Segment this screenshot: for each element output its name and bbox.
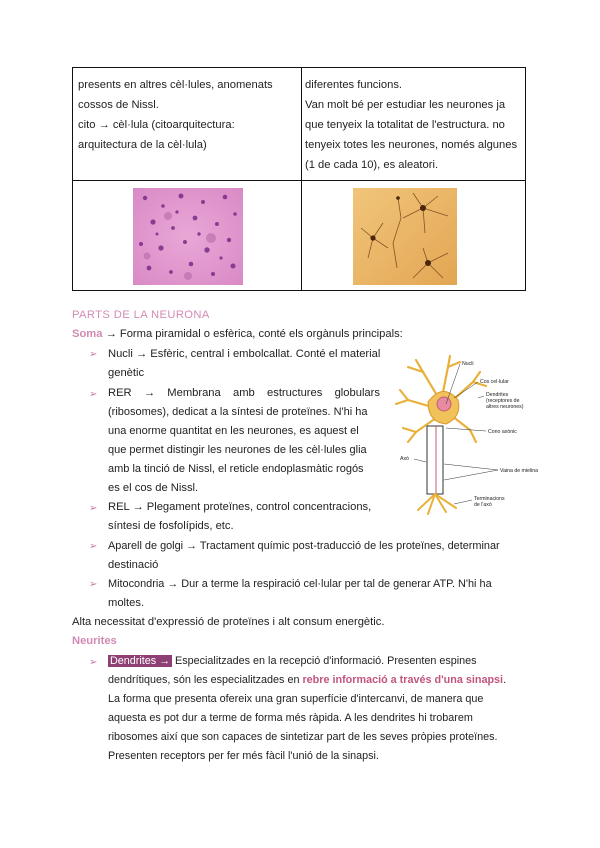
table-left-line: cossos de Nissl.	[78, 99, 159, 111]
table-left-line: presents en altres cèl·lules, anomenats	[78, 79, 273, 91]
diagram-label: Vaina de mielina	[500, 468, 538, 474]
soma-line	[72, 328, 403, 340]
dendrites-emphasis: rebre informació a través d'una sinapsi	[302, 674, 504, 686]
nissl-stain-micrograph	[133, 188, 243, 285]
table-cell-left-text	[78, 75, 296, 155]
bullet-rer-line: que permet distingir les neurones de les cèl·lules glia	[108, 444, 367, 456]
bullet-nucli-line: genètic	[108, 367, 145, 379]
bullet-arrow-icon: ➢	[89, 579, 98, 590]
table-right-line: diferentes funcions.	[305, 79, 403, 91]
dendrites-line1-text: Especialitzades en la recepció d'informació. Presenten espines	[172, 655, 477, 667]
section-title: PARTS DE LA NEURONA	[72, 309, 210, 321]
bullet-nucli-line: Nucli → Esfèric, central i embolcallat. Conté el material	[108, 348, 381, 360]
bullet-arrow-icon: ➢	[89, 503, 98, 514]
table-right-line: tenyeix totes les neurones, només algunes	[305, 139, 518, 151]
dendrites-line: ribosomes així que son capaces de sintetizar part de les seves pròpies proteïnes.	[108, 731, 498, 743]
dendrites-line2-a: dendrítiques, són les especialitzades en	[108, 674, 303, 686]
golgi-stain-micrograph	[353, 188, 457, 285]
bullet-rer-line: es el cos de Nissl.	[108, 482, 199, 494]
bullet-nucli	[108, 348, 380, 360]
rer-word: RER	[108, 387, 132, 399]
bullet-mito-line: moltes.	[108, 597, 145, 609]
diagram-label: Axó	[400, 456, 409, 462]
bullet-arrow-icon: ➢	[89, 657, 98, 668]
bullet-rer	[108, 387, 380, 399]
dendrites-line2-c: .	[503, 674, 507, 686]
dendrites-line: La forma que presenta ofereix una gran superfície d'intercanvi, de manera que	[108, 693, 484, 705]
rer-word: globulars	[334, 387, 380, 399]
bullet-rel-line: REL → Plegament proteïnes, control concentracions,	[108, 501, 372, 513]
diagram-label: Terminacions	[474, 496, 505, 502]
alta-text: Alta necessitat d'expressió de proteïnes i alt consum energètic.	[72, 616, 385, 628]
diagram-label: Nucli	[462, 361, 474, 367]
bullet-rer-line: una enorme quantitat en les neurones, es aquest el	[108, 425, 359, 437]
table-divider-horizontal	[73, 180, 525, 181]
neuron-diagram	[388, 352, 538, 520]
dendrites-line-2	[108, 674, 506, 686]
bullet-arrow-icon: ➢	[89, 349, 98, 360]
table-right-line: Van molt bé per estudiar les neurones ja	[305, 99, 506, 111]
diagram-label: (receptores de	[486, 398, 520, 404]
rer-word: amb	[233, 387, 255, 399]
bullet-rel-line: síntesi de fosfolípids, etc.	[108, 520, 234, 532]
rer-word: Membrana	[167, 387, 221, 399]
diagram-label: Dendrites	[486, 392, 509, 398]
table-right-line: que tenyeix la totalitat de l'estructura. no	[305, 119, 505, 131]
bullet-golgi-line: Aparell de golgi → Tractament químic post-traducció de les proteïnes, determinar	[108, 540, 500, 552]
bullet-arrow-icon: ➢	[89, 541, 98, 552]
dendrites-line-1	[108, 655, 526, 667]
table-cell-right-text	[305, 75, 523, 175]
soma-text: → Forma piramidal o esfèrica, conté els orgànuls principals:	[102, 328, 403, 340]
table-divider-vertical	[301, 68, 302, 290]
diagram-label: altres neurones)	[486, 404, 524, 410]
dendrites-line: Presenten receptors per fer més fàcil l'unió de la sinapsi.	[108, 750, 379, 762]
table-left-line: arquitectura de la cèl·lula)	[78, 139, 207, 151]
bullet-arrow-icon: ➢	[89, 389, 98, 400]
dendrites-highlight: Dendrites →	[110, 655, 171, 667]
bullet-rer-line: (ribosomes), dedicat a la síntesi de proteïnes. N'hi ha	[108, 406, 368, 418]
rer-word: →	[143, 387, 156, 399]
table-left-line: cito → cèl·lula (citoarquitectura:	[78, 119, 235, 131]
diagram-label: Cos cel·lular	[480, 379, 509, 385]
rer-word: estructures	[267, 387, 323, 399]
soma-label: Soma	[72, 328, 103, 340]
bullet-rer-line: amb la tinció de Nissl, el reticle endoplasmàtic rogós	[108, 463, 364, 475]
diagram-label: Cono axònic	[488, 429, 517, 435]
diagram-label: de l'axó	[474, 502, 492, 508]
table-right-line: (1 de cada 10), es aleatori.	[305, 159, 439, 171]
dendrites-line: aquesta es pot dur a terme de forma més ràpida. A les dendrites hi trobarem	[108, 712, 473, 724]
bullet-mito-line: Mitocondria → Dur a terme la respiració cel·lular per tal de generar ATP. N'hi ha	[108, 578, 492, 590]
bullet-golgi-line: destinació	[108, 559, 159, 571]
comparison-table	[72, 67, 526, 291]
neurites-title: Neurites	[72, 635, 117, 647]
